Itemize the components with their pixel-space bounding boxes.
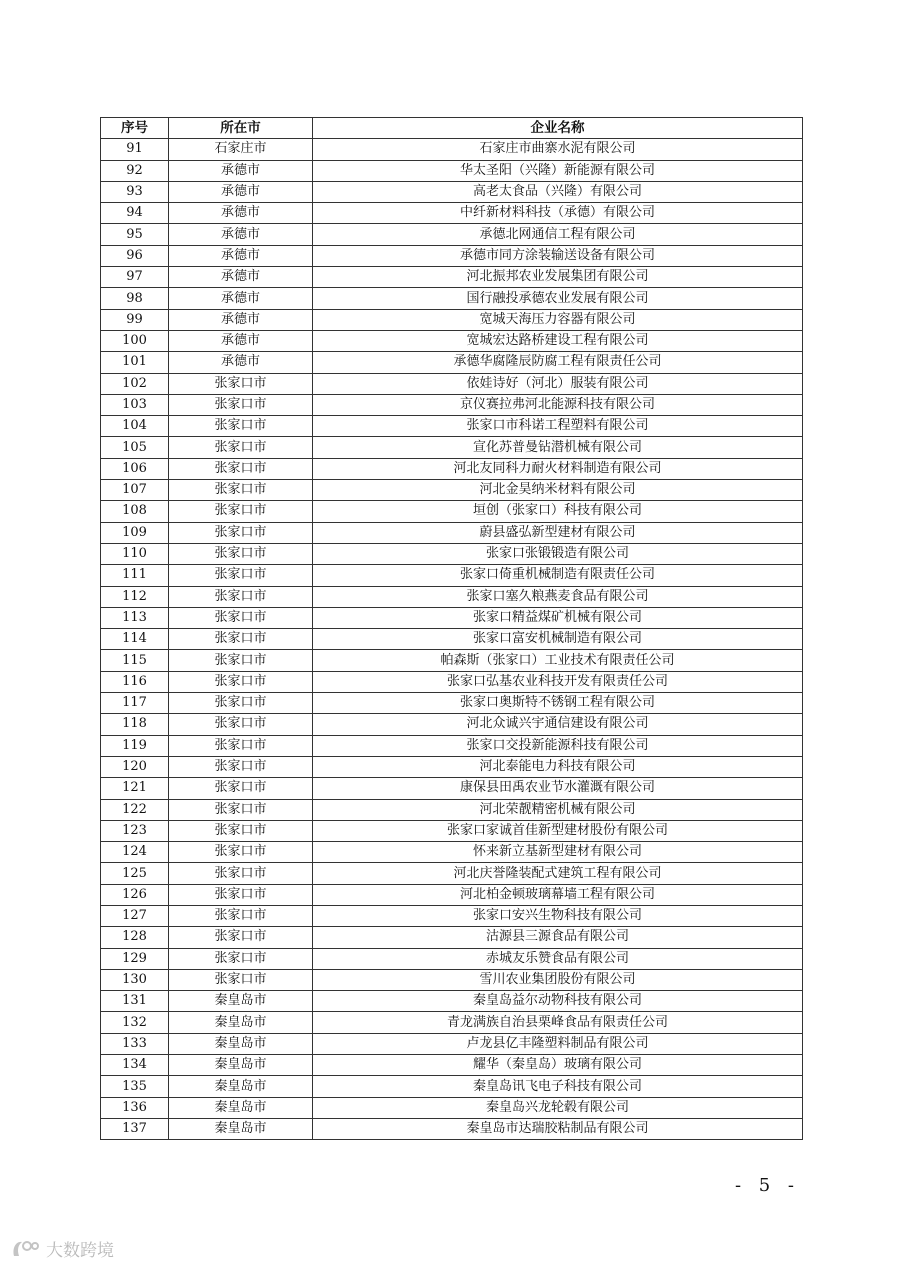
row-city: 张家口市 (169, 586, 313, 607)
row-company: 张家口富安机械制造有限公司 (313, 629, 803, 650)
row-city: 张家口市 (169, 756, 313, 777)
table-row (101, 224, 803, 245)
row-company: 张家口安兴生物科技有限公司 (313, 905, 803, 926)
row-company: 卢龙县亿丰隆塑料制品有限公司 (313, 1033, 803, 1054)
row-company: 张家口精益煤矿机械有限公司 (313, 607, 803, 628)
row-company: 蔚县盛弘新型建材有限公司 (313, 522, 803, 543)
row-index: 125 (101, 863, 169, 884)
row-city: 张家口市 (169, 905, 313, 926)
table-row (101, 884, 803, 905)
row-city: 承德市 (169, 288, 313, 309)
row-city: 承德市 (169, 203, 313, 224)
row-index: 122 (101, 799, 169, 820)
table-row (101, 735, 803, 756)
row-index: 107 (101, 480, 169, 501)
row-index: 92 (101, 160, 169, 181)
row-city: 张家口市 (169, 969, 313, 990)
row-city: 秦皇岛市 (169, 1012, 313, 1033)
row-index: 118 (101, 714, 169, 735)
row-index: 93 (101, 181, 169, 202)
row-company: 承德北网通信工程有限公司 (313, 224, 803, 245)
row-company: 国行融投承德农业发展有限公司 (313, 288, 803, 309)
header-index: 序号 (101, 118, 169, 139)
table-row (101, 607, 803, 628)
row-company: 依娃诗好（河北）服装有限公司 (313, 373, 803, 394)
table-row (101, 693, 803, 714)
row-company: 康保县田禹农业节水灌溉有限公司 (313, 778, 803, 799)
row-company: 张家口弘基农业科技开发有限责任公司 (313, 671, 803, 692)
row-company: 秦皇岛益尔动物科技有限公司 (313, 991, 803, 1012)
table-row (101, 969, 803, 990)
row-index: 94 (101, 203, 169, 224)
row-company: 张家口市科诺工程塑料有限公司 (313, 416, 803, 437)
row-company: 张家口交投新能源科技有限公司 (313, 735, 803, 756)
logo-icon (10, 1238, 40, 1260)
row-city: 张家口市 (169, 458, 313, 479)
row-city: 秦皇岛市 (169, 1097, 313, 1118)
table-row (101, 543, 803, 564)
row-city: 张家口市 (169, 714, 313, 735)
row-index: 110 (101, 543, 169, 564)
row-city: 张家口市 (169, 863, 313, 884)
table-row (101, 650, 803, 671)
table-row (101, 1012, 803, 1033)
row-city: 张家口市 (169, 629, 313, 650)
row-index: 113 (101, 607, 169, 628)
row-city: 秦皇岛市 (169, 991, 313, 1012)
row-city: 秦皇岛市 (169, 1055, 313, 1076)
row-city: 承德市 (169, 330, 313, 351)
table-row (101, 565, 803, 586)
row-company: 河北众诚兴宇通信建设有限公司 (313, 714, 803, 735)
table-row (101, 203, 803, 224)
table-row (101, 458, 803, 479)
row-company: 青龙满族自治县栗峰食品有限责任公司 (313, 1012, 803, 1033)
row-city: 张家口市 (169, 607, 313, 628)
table-body (101, 139, 803, 1140)
row-index: 108 (101, 501, 169, 522)
row-index: 123 (101, 820, 169, 841)
table-row (101, 160, 803, 181)
row-index: 115 (101, 650, 169, 671)
table-row (101, 799, 803, 820)
row-city: 张家口市 (169, 884, 313, 905)
row-index: 96 (101, 245, 169, 266)
row-company: 京仪赛拉弗河北能源科技有限公司 (313, 394, 803, 415)
row-company: 张家口塞久粮燕麦食品有限公司 (313, 586, 803, 607)
row-city: 张家口市 (169, 565, 313, 586)
table-row (101, 245, 803, 266)
table-row (101, 330, 803, 351)
row-city: 张家口市 (169, 437, 313, 458)
row-index: 120 (101, 756, 169, 777)
row-index: 133 (101, 1033, 169, 1054)
row-company: 河北柏金顿玻璃幕墙工程有限公司 (313, 884, 803, 905)
row-index: 132 (101, 1012, 169, 1033)
row-index: 129 (101, 948, 169, 969)
row-index: 121 (101, 778, 169, 799)
table-row (101, 820, 803, 841)
row-index: 136 (101, 1097, 169, 1118)
row-city: 张家口市 (169, 416, 313, 437)
header-row (101, 118, 803, 139)
row-city: 张家口市 (169, 394, 313, 415)
table-row (101, 714, 803, 735)
page-number: - 5 - (734, 1175, 800, 1196)
row-company: 耀华（秦皇岛）玻璃有限公司 (313, 1055, 803, 1076)
row-company: 垣创（张家口）科技有限公司 (313, 501, 803, 522)
row-index: 116 (101, 671, 169, 692)
company-table (100, 117, 803, 1140)
row-city: 承德市 (169, 352, 313, 373)
table-row (101, 991, 803, 1012)
row-city: 张家口市 (169, 501, 313, 522)
row-index: 105 (101, 437, 169, 458)
watermark-text: 大数跨境 (46, 1241, 114, 1261)
table-row (101, 437, 803, 458)
row-city: 秦皇岛市 (169, 1076, 313, 1097)
table-row (101, 522, 803, 543)
row-company: 石家庄市曲寨水泥有限公司 (313, 139, 803, 160)
table-row (101, 948, 803, 969)
row-city: 张家口市 (169, 543, 313, 564)
header-company: 企业名称 (313, 118, 803, 139)
row-company: 河北泰能电力科技有限公司 (313, 756, 803, 777)
row-index: 101 (101, 352, 169, 373)
table-row (101, 352, 803, 373)
row-company: 秦皇岛讯飞电子科技有限公司 (313, 1076, 803, 1097)
row-index: 126 (101, 884, 169, 905)
row-index: 137 (101, 1118, 169, 1139)
row-city: 张家口市 (169, 735, 313, 756)
table-row (101, 139, 803, 160)
row-index: 97 (101, 267, 169, 288)
row-city: 石家庄市 (169, 139, 313, 160)
row-company: 高老太食品（兴隆）有限公司 (313, 181, 803, 202)
table-row (101, 416, 803, 437)
row-company: 赤城友乐赞食品有限公司 (313, 948, 803, 969)
row-city: 张家口市 (169, 948, 313, 969)
row-company: 张家口家诚首佳新型建材股份有限公司 (313, 820, 803, 841)
row-company: 宽城宏达路桥建设工程有限公司 (313, 330, 803, 351)
row-city: 张家口市 (169, 820, 313, 841)
row-index: 131 (101, 991, 169, 1012)
row-city: 承德市 (169, 245, 313, 266)
row-company: 河北荣靓精密机械有限公司 (313, 799, 803, 820)
row-index: 134 (101, 1055, 169, 1076)
row-index: 103 (101, 394, 169, 415)
row-index: 100 (101, 330, 169, 351)
row-company: 帕森斯（张家口）工业技术有限责任公司 (313, 650, 803, 671)
row-city: 张家口市 (169, 650, 313, 671)
table-row (101, 309, 803, 330)
row-index: 135 (101, 1076, 169, 1097)
row-index: 130 (101, 969, 169, 990)
row-index: 95 (101, 224, 169, 245)
table-row (101, 288, 803, 309)
row-city: 张家口市 (169, 373, 313, 394)
table-row (101, 1097, 803, 1118)
row-company: 怀来新立基新型建材有限公司 (313, 842, 803, 863)
row-company: 沽源县三源食品有限公司 (313, 927, 803, 948)
table-row (101, 480, 803, 501)
row-index: 106 (101, 458, 169, 479)
row-index: 119 (101, 735, 169, 756)
row-company: 雪川农业集团股份有限公司 (313, 969, 803, 990)
table-row (101, 181, 803, 202)
row-city: 承德市 (169, 224, 313, 245)
row-city: 承德市 (169, 309, 313, 330)
row-company: 河北庆誉隆装配式建筑工程有限公司 (313, 863, 803, 884)
row-company: 秦皇岛兴龙轮毂有限公司 (313, 1097, 803, 1118)
row-company: 张家口奥斯特不锈钢工程有限公司 (313, 693, 803, 714)
table-row (101, 586, 803, 607)
row-city: 张家口市 (169, 693, 313, 714)
table-row (101, 1033, 803, 1054)
table-row (101, 501, 803, 522)
table-row (101, 905, 803, 926)
table-row (101, 1118, 803, 1139)
table-row (101, 267, 803, 288)
row-city: 秦皇岛市 (169, 1118, 313, 1139)
table-row (101, 863, 803, 884)
table-row (101, 778, 803, 799)
row-index: 104 (101, 416, 169, 437)
row-company: 华太圣阳（兴隆）新能源有限公司 (313, 160, 803, 181)
row-city: 承德市 (169, 160, 313, 181)
watermark (10, 1236, 114, 1261)
row-city: 秦皇岛市 (169, 1033, 313, 1054)
row-index: 102 (101, 373, 169, 394)
row-company: 宽城天海压力容器有限公司 (313, 309, 803, 330)
row-company: 河北振邦农业发展集团有限公司 (313, 267, 803, 288)
row-city: 张家口市 (169, 480, 313, 501)
row-index: 117 (101, 693, 169, 714)
table-row (101, 756, 803, 777)
row-index: 98 (101, 288, 169, 309)
row-company: 河北金昊纳米材料有限公司 (313, 480, 803, 501)
row-index: 109 (101, 522, 169, 543)
table-row (101, 927, 803, 948)
row-index: 91 (101, 139, 169, 160)
row-index: 127 (101, 905, 169, 926)
row-city: 张家口市 (169, 671, 313, 692)
row-company: 河北友同科力耐火材料制造有限公司 (313, 458, 803, 479)
row-company: 宣化苏普曼钻潜机械有限公司 (313, 437, 803, 458)
row-city: 张家口市 (169, 927, 313, 948)
row-index: 114 (101, 629, 169, 650)
row-city: 承德市 (169, 267, 313, 288)
row-index: 99 (101, 309, 169, 330)
row-company: 张家口张锻锻造有限公司 (313, 543, 803, 564)
row-company: 秦皇岛市达瑞胶粘制品有限公司 (313, 1118, 803, 1139)
row-city: 承德市 (169, 181, 313, 202)
row-company: 承德市同方涂装输送设备有限公司 (313, 245, 803, 266)
row-index: 124 (101, 842, 169, 863)
row-city: 张家口市 (169, 842, 313, 863)
table-row (101, 671, 803, 692)
table-row (101, 373, 803, 394)
table-row (101, 842, 803, 863)
table-row (101, 394, 803, 415)
row-city: 张家口市 (169, 522, 313, 543)
header-city: 所在市 (169, 118, 313, 139)
row-city: 张家口市 (169, 799, 313, 820)
row-index: 112 (101, 586, 169, 607)
table-row (101, 1076, 803, 1097)
row-index: 111 (101, 565, 169, 586)
table-header (101, 118, 803, 139)
row-company: 张家口倚重机械制造有限责任公司 (313, 565, 803, 586)
row-city: 张家口市 (169, 778, 313, 799)
table-row (101, 1055, 803, 1076)
row-index: 128 (101, 927, 169, 948)
row-company: 中纤新材料科技（承德）有限公司 (313, 203, 803, 224)
row-company: 承德华腐隆辰防腐工程有限责任公司 (313, 352, 803, 373)
table-row (101, 629, 803, 650)
